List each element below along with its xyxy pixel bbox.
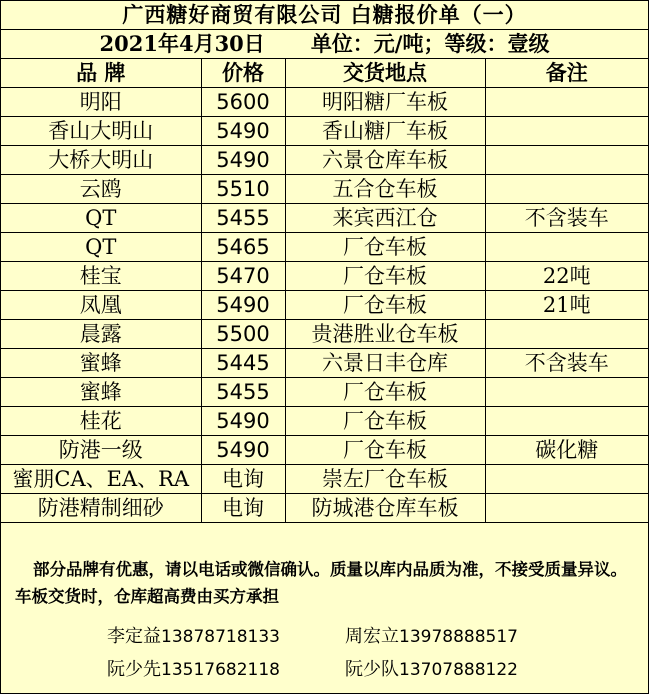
location-cell: 厂仓车板 bbox=[285, 407, 485, 436]
location-cell: 香山糖厂车板 bbox=[285, 117, 485, 146]
note-cell bbox=[485, 320, 648, 349]
brand-cell: 蜜蜂 bbox=[1, 349, 201, 378]
note-cell bbox=[485, 233, 648, 262]
brand-cell: 防港精制细砂 bbox=[1, 494, 201, 523]
location-cell: 厂仓车板 bbox=[285, 233, 485, 262]
location-cell: 厂仓车板 bbox=[285, 436, 485, 465]
table-row bbox=[1, 407, 648, 436]
header-row bbox=[1, 59, 648, 88]
brand-cell: QT bbox=[1, 233, 201, 262]
note-cell bbox=[485, 465, 648, 494]
column-header-brand: 品 牌 bbox=[1, 59, 201, 88]
price-cell: 5490 bbox=[201, 146, 285, 175]
note-cell bbox=[485, 378, 648, 407]
location-cell: 六景仓库车板 bbox=[285, 146, 485, 175]
table-row bbox=[1, 436, 648, 465]
price-cell: 5510 bbox=[201, 175, 285, 204]
contact-phone: 13978888517 bbox=[399, 627, 518, 647]
brand-cell: 晨露 bbox=[1, 320, 201, 349]
note-cell bbox=[485, 175, 648, 204]
column-header-price: 价格 bbox=[201, 59, 285, 88]
contact-phone: 13878718133 bbox=[161, 627, 280, 647]
contact-phone: 13517682118 bbox=[161, 660, 280, 680]
location-cell: 六景日丰仓库 bbox=[285, 349, 485, 378]
location-cell: 来宾西江仓 bbox=[285, 204, 485, 233]
location-cell: 厂仓车板 bbox=[285, 291, 485, 320]
title-row bbox=[1, 1, 648, 30]
brand-cell: 大桥大明山 bbox=[1, 146, 201, 175]
price-cell: 电询 bbox=[201, 494, 285, 523]
table-row bbox=[1, 349, 648, 378]
contact-item bbox=[107, 620, 345, 653]
table-row bbox=[1, 117, 648, 146]
brand-cell: 凤凰 bbox=[1, 291, 201, 320]
price-cell: 电询 bbox=[201, 465, 285, 494]
location-cell: 崇左厂仓车板 bbox=[285, 465, 485, 494]
note-cell bbox=[485, 88, 648, 117]
quote-date: 2021年4月30日 bbox=[99, 31, 265, 56]
note-cell bbox=[485, 494, 648, 523]
footer bbox=[1, 546, 648, 693]
table-row bbox=[1, 88, 648, 117]
note-cell: 不含装车 bbox=[485, 204, 648, 233]
column-header-note: 备注 bbox=[485, 59, 648, 88]
brand-cell: 香山大明山 bbox=[1, 117, 201, 146]
price-cell: 5500 bbox=[201, 320, 285, 349]
price-cell: 5490 bbox=[201, 291, 285, 320]
brand-cell: QT bbox=[1, 204, 201, 233]
price-cell: 5600 bbox=[201, 88, 285, 117]
table-row bbox=[1, 146, 648, 175]
table-row bbox=[1, 320, 648, 349]
contact-item bbox=[345, 653, 583, 686]
note-cell: 21吨 bbox=[485, 291, 648, 320]
price-cell: 5490 bbox=[201, 407, 285, 436]
contact-name: 阮少队 bbox=[345, 659, 399, 680]
notice-text: 部分品牌有优惠，请以电话或微信确认。质量以库内品质为准，不接受质量异议。车板交货时，仓库超高费由买方承担 bbox=[15, 560, 627, 606]
price-cell: 5470 bbox=[201, 262, 285, 291]
table-row bbox=[1, 175, 648, 204]
note-cell: 碳化糖 bbox=[485, 436, 648, 465]
contact-name: 李定益 bbox=[107, 626, 161, 647]
brand-cell: 蜜蜂 bbox=[1, 378, 201, 407]
price-cell: 5490 bbox=[201, 436, 285, 465]
note-cell: 不含装车 bbox=[485, 349, 648, 378]
brand-cell: 明阳 bbox=[1, 88, 201, 117]
brand-cell: 云鸥 bbox=[1, 175, 201, 204]
sheet-subtitle bbox=[1, 30, 648, 59]
table-row bbox=[1, 465, 648, 494]
contact-row bbox=[107, 620, 647, 653]
price-cell: 5455 bbox=[201, 204, 285, 233]
contact-item bbox=[107, 653, 345, 686]
price-cell: 5490 bbox=[201, 117, 285, 146]
note-cell bbox=[485, 146, 648, 175]
contact-name: 周宏立 bbox=[345, 626, 399, 647]
price-table bbox=[1, 1, 648, 523]
table-row bbox=[1, 494, 648, 523]
brand-cell: 桂宝 bbox=[1, 262, 201, 291]
location-cell: 五合仓车板 bbox=[285, 175, 485, 204]
column-header-location: 交货地点 bbox=[285, 59, 485, 88]
contact-row bbox=[107, 653, 647, 686]
price-cell: 5455 bbox=[201, 378, 285, 407]
note-cell bbox=[485, 407, 648, 436]
note-cell: 22吨 bbox=[485, 262, 648, 291]
brand-cell: 桂花 bbox=[1, 407, 201, 436]
location-cell: 明阳糖厂车板 bbox=[285, 88, 485, 117]
subtitle-row bbox=[1, 30, 648, 59]
contact-item bbox=[345, 620, 583, 653]
brand-cell: 蜜朋CA、EA、RA bbox=[1, 465, 201, 494]
location-cell: 厂仓车板 bbox=[285, 262, 485, 291]
table-row bbox=[1, 204, 648, 233]
table-row bbox=[1, 378, 648, 407]
note-cell bbox=[485, 117, 648, 146]
table-row bbox=[1, 262, 648, 291]
contact-phone: 13707888122 bbox=[399, 660, 518, 680]
brand-cell: 防港一级 bbox=[1, 436, 201, 465]
location-cell: 厂仓车板 bbox=[285, 378, 485, 407]
price-cell: 5445 bbox=[201, 349, 285, 378]
unit-grade: 单位：元/吨；等级：壹级 bbox=[310, 31, 550, 56]
price-cell: 5465 bbox=[201, 233, 285, 262]
location-cell: 贵港胜业仓车板 bbox=[285, 320, 485, 349]
table-row bbox=[1, 291, 648, 320]
contacts bbox=[107, 620, 647, 686]
location-cell: 防城港仓库车板 bbox=[285, 494, 485, 523]
table-row bbox=[1, 233, 648, 262]
contact-name: 阮少先 bbox=[107, 659, 161, 680]
sheet-title: 广西糖好商贸有限公司 白糖报价单（一） bbox=[1, 1, 648, 30]
